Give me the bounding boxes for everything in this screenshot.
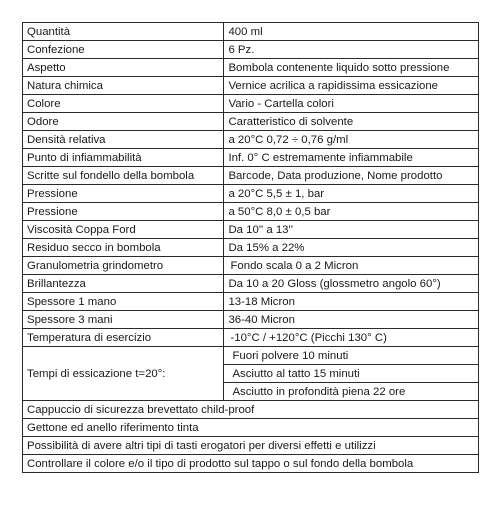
spec-table [22, 22, 479, 473]
row-value: Vernice acrilica a rapidissima essicazione [224, 77, 479, 95]
table-row [23, 113, 479, 131]
row-label: Colore [23, 95, 224, 113]
row-label: Natura chimica [23, 77, 224, 95]
row-value: 13-18 Micron [224, 293, 479, 311]
table-row [23, 257, 479, 275]
table-row [23, 275, 479, 293]
drying-value: Fuori polvere 10 minuti [224, 347, 479, 365]
row-label: Pressione [23, 185, 224, 203]
row-label: Spessore 3 mani [23, 311, 224, 329]
row-label: Punto di infiammabilità [23, 149, 224, 167]
row-label: Densità relativa [23, 131, 224, 149]
row-label: Residuo secco in bombola [23, 239, 224, 257]
row-label: Viscosità Coppa Ford [23, 221, 224, 239]
table-row [23, 185, 479, 203]
row-value: Da 10'' a 13'' [224, 221, 479, 239]
row-value: -10°C / +120°C (Picchi 130° C) [224, 329, 479, 347]
row-label: Brillantezza [23, 275, 224, 293]
note-row: Possibilità di avere altri tipi di tasti erogatori per diversi effetti e utilizzi [23, 437, 479, 455]
row-value: Fondo scala 0 a 2 Micron [224, 257, 479, 275]
row-value: a 50°C 8,0 ± 0,5 bar [224, 203, 479, 221]
row-value: Inf. 0° C estremamente infiammabile [224, 149, 479, 167]
drying-value: Asciutto al tatto 15 minuti [224, 365, 479, 383]
row-label: Pressione [23, 203, 224, 221]
row-value: a 20°C 5,5 ± 1, bar [224, 185, 479, 203]
table-row [23, 293, 479, 311]
note-row: Gettone ed anello riferimento tinta [23, 419, 479, 437]
row-value: Da 15% a 22% [224, 239, 479, 257]
row-value: 6 Pz. [224, 41, 479, 59]
table-row [23, 41, 479, 59]
row-value: 400 ml [224, 23, 479, 41]
table-row [23, 149, 479, 167]
row-label: Confezione [23, 41, 224, 59]
table-row [23, 167, 479, 185]
row-value: a 20°C 0,72 ÷ 0,76 g/ml [224, 131, 479, 149]
row-label: Quantità [23, 23, 224, 41]
drying-label: Tempi di essicazione t=20°: [23, 347, 224, 401]
drying-value: Asciutto in profondità piena 22 ore [224, 383, 479, 401]
note-row: Cappuccio di sicurezza brevettato child-proof [23, 401, 479, 419]
table-row [23, 437, 479, 455]
table-row [23, 131, 479, 149]
row-label: Granulometria grindometro [23, 257, 224, 275]
row-value: Vario - Cartella colori [224, 95, 479, 113]
row-value: Caratteristico di solvente [224, 113, 479, 131]
table-row [23, 347, 479, 365]
row-value: 36-40 Micron [224, 311, 479, 329]
table-row [23, 311, 479, 329]
table-row [23, 59, 479, 77]
table-row [23, 419, 479, 437]
row-value: Barcode, Data produzione, Nome prodotto [224, 167, 479, 185]
row-label: Temperatura di esercizio [23, 329, 224, 347]
table-row [23, 329, 479, 347]
row-value: Bombola contenente liquido sotto pressione [224, 59, 479, 77]
table-row [23, 95, 479, 113]
table-row [23, 455, 479, 473]
note-row: Controllare il colore e/o il tipo di prodotto sul tappo o sul fondo della bombola [23, 455, 479, 473]
row-label: Aspetto [23, 59, 224, 77]
row-label: Spessore 1 mano [23, 293, 224, 311]
table-row [23, 203, 479, 221]
row-label: Odore [23, 113, 224, 131]
table-row [23, 221, 479, 239]
table-row [23, 401, 479, 419]
table-row [23, 77, 479, 95]
row-value: Da 10 a 20 Gloss (glossmetro angolo 60°) [224, 275, 479, 293]
row-label: Scritte sul fondello della bombola [23, 167, 224, 185]
table-row [23, 23, 479, 41]
table-row [23, 239, 479, 257]
